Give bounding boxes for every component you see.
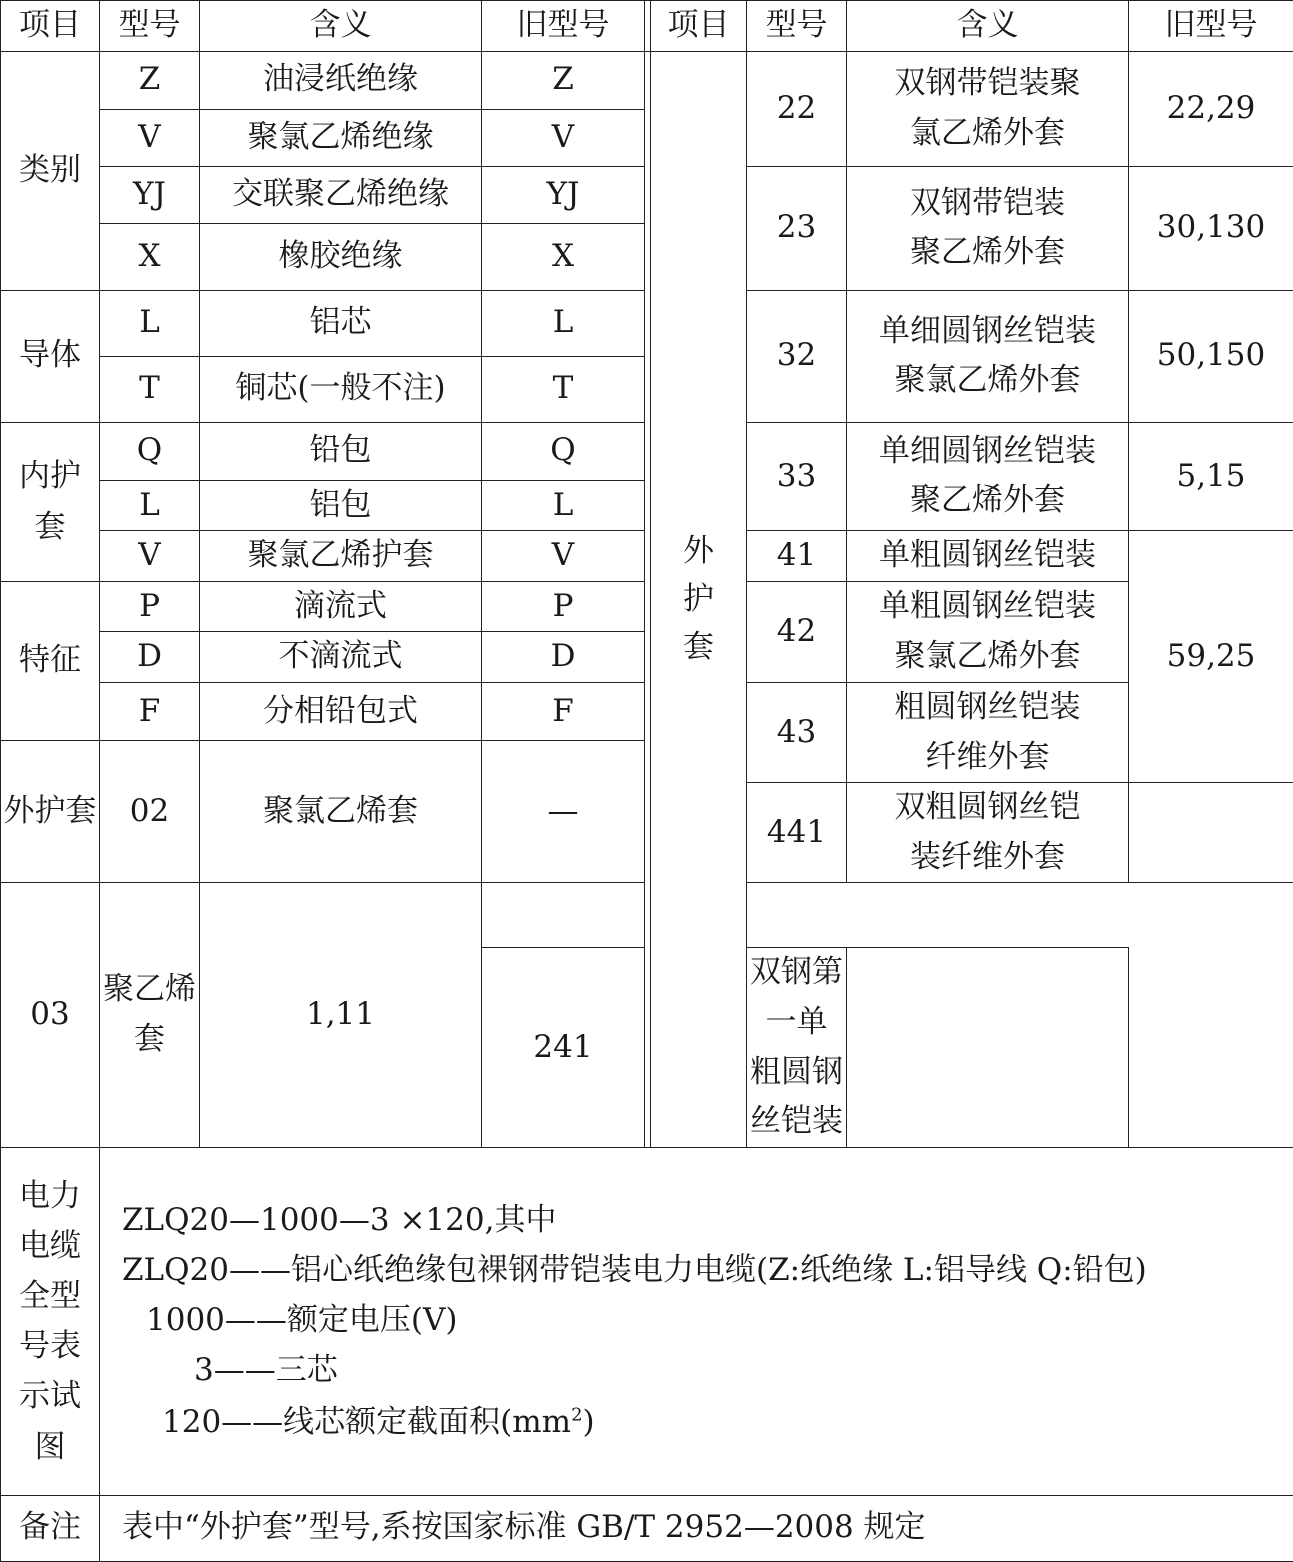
table-row [1,51,1293,109]
example-line: 3——三芯 [194,1355,338,1386]
header-code: 型号 [100,1,200,52]
code-cell: V [100,109,200,166]
outer-sheath-label-right [651,51,747,1147]
meaning-cell: 铜芯(一般不注) [200,356,482,422]
code-cell: 241 [482,948,645,1147]
header-meaning: 含义 [200,1,482,52]
header-meaning-right: 含义 [847,1,1129,52]
old-code-cell: L [482,290,645,356]
example-content [100,1147,1293,1495]
label-line: 电缆 [1,1221,99,1271]
old-code-cell: 59,25 [1129,531,1293,783]
meaning-cell: 橡胶绝缘 [200,223,482,290]
code-cell: L [100,290,200,356]
label-line: 电力 [1,1171,99,1221]
meaning-cell: 单粗圆钢丝铠装 [847,531,1129,582]
note-row [1,1495,1293,1561]
old-code-cell: V [482,531,645,582]
header-row [1,1,1293,52]
old-code-cell: Z [482,51,645,109]
meaning-cell: 不滴流式 [200,632,482,683]
old-code-cell [847,948,1129,1147]
meaning-cell [847,783,1129,883]
example-row [1,1147,1293,1495]
meaning-cell: 分相铅包式 [200,682,482,740]
code-cell: 02 [100,740,200,882]
meaning-line: 纤维外套 [847,733,1128,783]
old-code-cell: 30,130 [1129,166,1293,290]
code-cell: L [100,480,200,531]
old-code-cell: F [482,682,645,740]
code-cell: YJ [100,166,200,223]
label-line: 内护 [1,451,99,501]
code-cell: F [100,682,200,740]
label-line: 示试 [1,1371,99,1421]
meaning-cell [847,422,1129,531]
code-cell: 441 [747,783,847,883]
old-code-cell: 5,15 [1129,422,1293,531]
meaning-cell: 聚乙烯套 [100,883,200,1147]
meaning-cell [747,948,847,1147]
outer-sheath-label: 外护套 [1,740,100,882]
meaning-cell: 交联聚乙烯绝缘 [200,166,482,223]
old-code-cell: V [482,109,645,166]
meaning-line: 单细圆钢丝铠装 [847,307,1128,357]
meaning-cell [847,290,1129,422]
code-cell: 22 [747,51,847,166]
example-line-end: ) [583,1404,595,1440]
meaning-line: 粗圆钢丝铠装 [847,683,1128,733]
note-text: 表中“外护套”型号,系按国家标准 GB/T 2952—2008 规定 [100,1495,1293,1561]
code-cell: X [100,223,200,290]
code-cell: D [100,632,200,683]
label-char: 套 [651,623,746,671]
example-line: ZLQ20——铝心纸绝缘包裸钢带铠装电力电缆(Z:纸绝缘 L:铝导线 Q:铅包) [122,1255,1147,1286]
inner-sheath-label [1,422,100,581]
code-cell: V [100,531,200,582]
old-code-cell: Q [482,422,645,480]
label-line: 图 [1,1422,99,1472]
note-label: 备注 [1,1495,100,1561]
meaning-cell [847,581,1129,682]
meaning-line: 双钢第一单 [747,948,846,1047]
meaning-cell [847,682,1129,782]
old-code-cell: 1,11 [200,883,482,1147]
code-cell: 42 [747,581,847,682]
meaning-cell: 聚氯乙烯绝缘 [200,109,482,166]
old-code-cell: D [482,632,645,683]
meaning-line: 聚乙烯外套 [847,476,1128,526]
meaning-line: 聚氯乙烯外套 [847,356,1128,406]
example-line [162,1407,595,1438]
old-code-cell: P [482,581,645,632]
old-code-cell: 50,150 [1129,290,1293,422]
code-cell: 23 [747,166,847,290]
example-line: 1000——额定电压(V) [146,1305,457,1336]
header-old-code: 旧型号 [482,1,645,52]
code-cell: 03 [1,883,100,1147]
code-cell: 33 [747,422,847,531]
meaning-cell [847,166,1129,290]
code-cell: Z [100,51,200,109]
category-label: 类别 [1,51,100,290]
label-line: 全型 [1,1271,99,1321]
meaning-cell: 铝包 [200,480,482,531]
conductor-label: 导体 [1,290,100,422]
header-item: 项目 [1,1,100,52]
meaning-cell [847,51,1129,166]
code-cell: P [100,581,200,632]
example-line: ZLQ20—1000—3 ×120,其中 [122,1205,556,1236]
meaning-line: 双钢带铠装聚 [847,59,1128,109]
code-cell: 41 [747,531,847,582]
code-cell: T [100,356,200,422]
meaning-line: 单粗圆钢丝铠装 [847,582,1128,632]
meaning-line: 聚乙烯外套 [847,228,1128,278]
example-label [1,1147,100,1495]
meaning-line: 单细圆钢丝铠装 [847,427,1128,477]
meaning-cell: 聚氯乙烯套 [200,740,482,882]
outer-sheath-label-spacer [1129,1054,1293,1147]
meaning-cell: 聚氯乙烯护套 [200,531,482,582]
label-char: 外 [651,527,746,575]
label-line: 号表 [1,1321,99,1371]
meaning-line: 粗圆钢丝铠装 [747,1048,846,1147]
meaning-line: 双粗圆钢丝铠 [847,783,1128,833]
meaning-line: 双钢带铠装 [847,179,1128,229]
header-item-right: 项目 [651,1,747,52]
code-cell: 43 [747,682,847,782]
meaning-cell: 滴流式 [200,581,482,632]
header-code-right: 型号 [747,1,847,52]
meaning-line: 氯乙烯外套 [847,109,1128,159]
old-code-cell: YJ [482,166,645,223]
meaning-cell: 油浸纸绝缘 [200,51,482,109]
old-code-cell: T [482,356,645,422]
old-code-cell: X [482,223,645,290]
meaning-cell: 铝芯 [200,290,482,356]
meaning-line: 装纤维外套 [847,833,1128,883]
label-char: 护 [651,575,746,623]
code-cell: 32 [747,290,847,422]
old-code-cell: 22,29 [1129,51,1293,166]
old-code-cell: — [482,740,645,882]
old-code-cell [1129,783,1293,883]
code-cell: Q [100,422,200,480]
label-line: 套 [1,502,99,552]
meaning-cell: 铅包 [200,422,482,480]
header-old-code-right: 旧型号 [1129,1,1293,52]
meaning-line: 聚氯乙烯外套 [847,632,1128,682]
feature-label: 特征 [1,581,100,740]
example-line-text: 120——线芯额定截面积(mm [162,1404,571,1440]
superscript: 2 [571,1404,582,1425]
old-code-cell: L [482,480,645,531]
